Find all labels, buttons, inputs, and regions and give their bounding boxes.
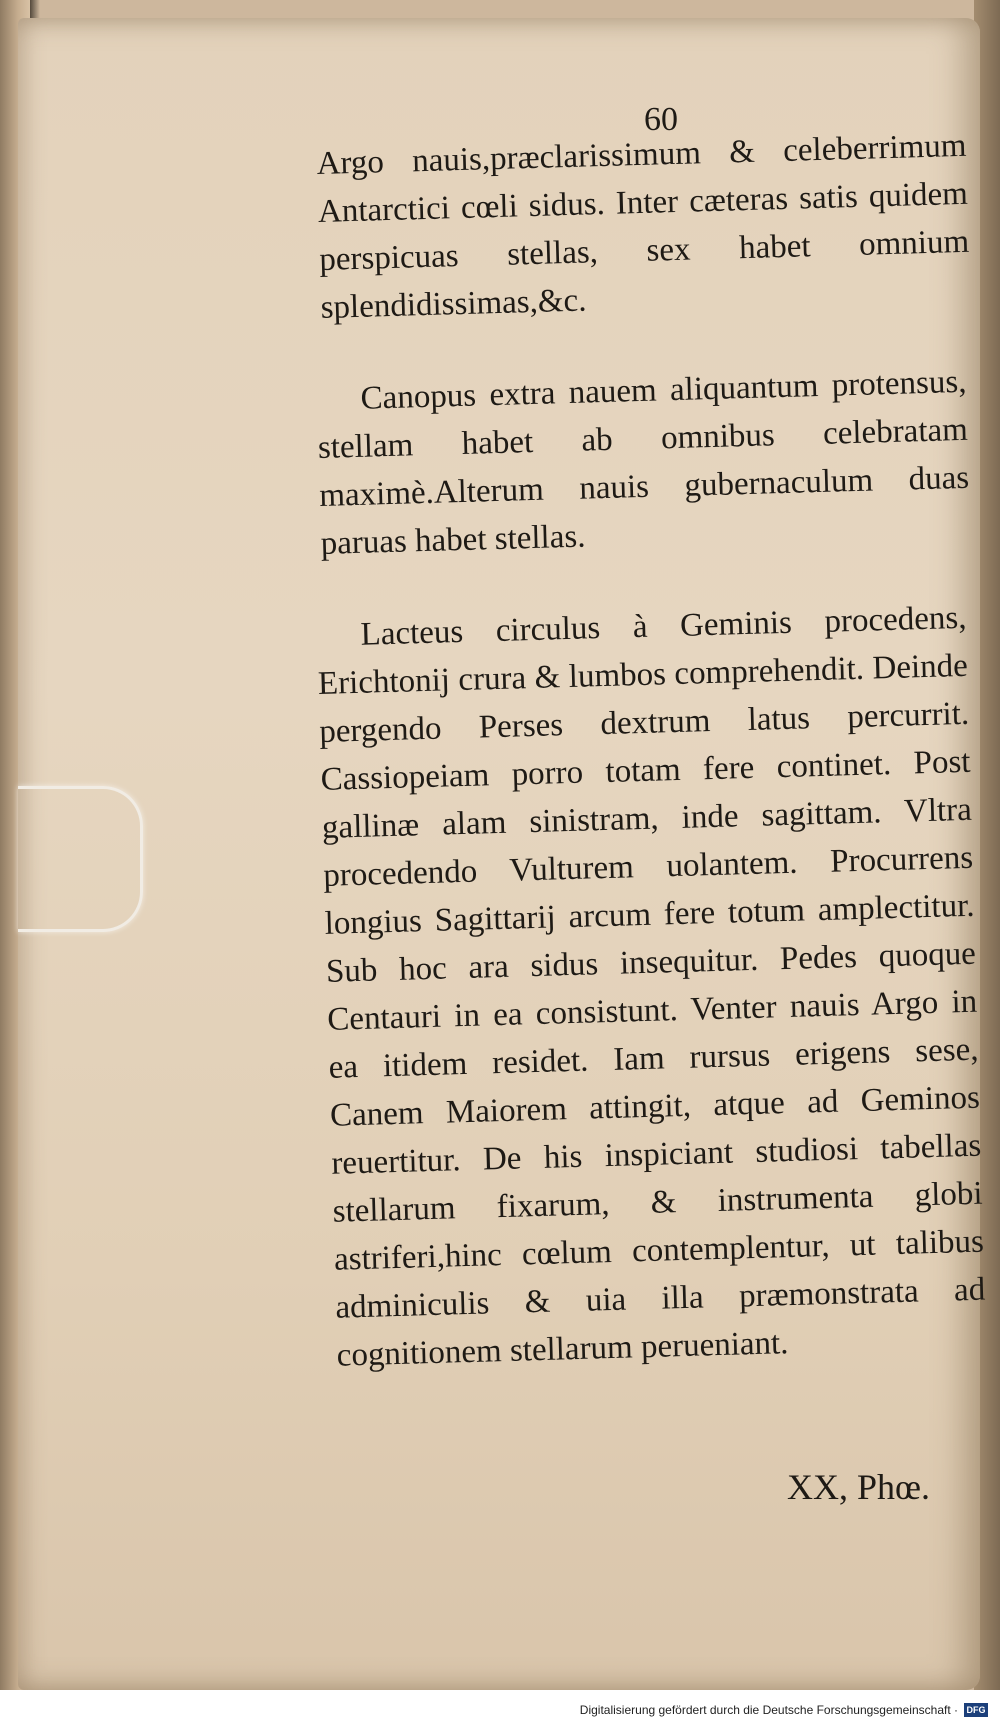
footer-credit: Digitalisierung gefördert durch die Deutsche Forschungsgemeinschaft · xyxy=(579,1703,958,1717)
book-page xyxy=(18,18,986,1690)
paragraph-canopus: Canopus extra nauem aliquantum protensus, stellam habet ab omnibus celebratam maximè.Alterum nauis gubernaculum duas paruas habet stellas. xyxy=(317,363,970,562)
page-text xyxy=(316,96,986,1424)
dfg-logo-icon: DFG xyxy=(964,1703,988,1717)
paragraph-argo: Argo nauis,præclarissimum & celeberrimum Antarctici cœli sidus. Inter cæteras satis quidem perspicuas stellas, sex habet omnium splendidissimas,&c. xyxy=(316,127,970,326)
page-number: 60 xyxy=(644,101,678,138)
catchword: XX, Phœ. xyxy=(786,1467,930,1507)
page-clip xyxy=(18,786,143,932)
paragraph-lacteus: Lacteus circulus à Geminis procedens, Erichtonij crura & lumbos comprehendit. Deinde pergendo Perses dextrum latus percurrit. Cassiopeiam porro totam fere continet. Post gallinæ alam sinistram, inde sagittam. Vltra procedendo Vulturem uolantem. Procurrens longius Sagittarij arcum fere totum amplectitur. Sub hoc ara sidus insequitur. Pedes quoque Centauri in ea consistunt. Venter nauis Argo in ea itidem residet. Iam rursus erigens sese, Canem Maiorem attingit, atque ad Geminos reuertitur. De his inspiciant studiosi tabellas stellarum fixarum, & instrumenta globi astriferi,hinc cœlum contemplentur, ut talibus adminiculis & uia illa præmonstrata ad cognitionem stellarum perueniant. xyxy=(317,599,986,1374)
digitization-footer xyxy=(0,1690,1000,1730)
